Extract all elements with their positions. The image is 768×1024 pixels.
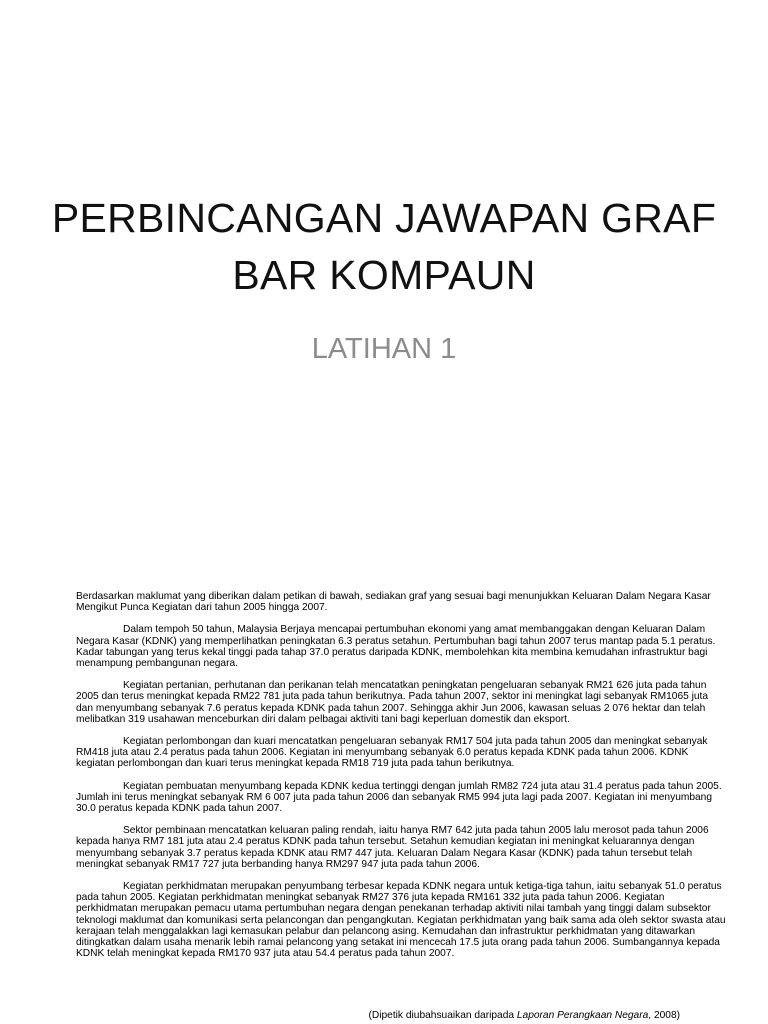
passage-paragraph: Kegiatan perlombongan dan kuari mencatatkan pengeluaran sebanyak RM17 504 juta pada tahun 2005 dan meningkat sebanyak RM418 juta atau 2.4 peratus pada tahun 2006. Kegiatan ini menyumbang sebanyak 6.0 peratus kepada KDNK pada tahun 2006. KDNK kegiatan perlombongan dan kuari terus meningkat kepada RM18 719 juta pada tahun berikutnya. [76, 736, 708, 770]
source-title: Laporan Perangkaan Negara [516, 1010, 649, 1021]
slide-title [40, 190, 728, 304]
passage-paragraph: Sektor pembinaan mencatatkan keluaran paling rendah, iaitu hanya RM7 642 juta pada tahun 2005 lalu merosot pada tahun 2006 kepada hanya RM7 181 juta atau 2.4 peratus KDNK pada tahun tersebut. Setahun kemudian kegiatan ini meningkat keluarannya dengan menyumbang sebanyak 3.7 peratus kepada KDNK atau RM7 447 juta. Keluaran Dalam Negara Kasar (KDNK) pada tahun tersebut telah meningkat sebanyak RM17 727 juta berbanding hanya RM297 947 juta pada tahun 2006. [76, 825, 709, 870]
passage-paragraph: Kegiatan perkhidmatan merupakan penyumbang terbesar kepada KDNK negara untuk ketiga-tiga tahun, iaitu sebanyak 51.0 peratus pada tahun 2005. Kegiatan perkhidmatan meningkat sebanyak RM27 376 juta kepada RM161 332 juta pada tahun 2006. Kegiatan perkhidmatan merupakan pemacu utama pertumbuhan negara dengan penekanan terhadap aktiviti nilai tambah yang tinggi dalam subsektor teknologi maklumat dan komunikasi serta pelancongan dan pengangkutan. Kegiatan perkhidmatan yang baik sama ada oleh sektor swasta atau kerajaan telah menggalakkan lagi kemasukan pelabur dan pelancong asing. Kemudahan dan infrastruktur perkhidmatan yang ditawarkan ditingkatkan dalam usaha menarik lebih ramai pelancong yang setakat ini mencecah 17.5 juta orang pada tahun 2006. Sumbangannya kepada KDNK telah meningkat kepada RM170 937 juta atau 54.4 peratus pada tahun 2007. [76, 881, 726, 960]
passage-paragraph: Kegiatan pembuatan menyumbang kepada KDNK kedua tertinggi dengan jumlah RM82 724 juta atau 31.4 peratus pada tahun 2005. Jumlah ini terus meningkat sebanyak RM 6 007 juta pada tahun 2006 dan sebanyak RM5 994 juta lagi pada 2007. Kegiatan ini menyumbang 30.0 peratus kepada KDNK pada tahun 2007. [76, 780, 722, 815]
slide-title-line-2: BAR KOMPAUN [232, 252, 536, 298]
slide-title-line-1: PERBINCANGAN JAWAPAN GRAF [51, 195, 717, 241]
source-suffix: , 2008) [648, 1010, 680, 1021]
source-citation [368, 1010, 680, 1022]
passage-paragraph: Dalam tempoh 50 tahun, Malaysia Berjaya mencapai pertumbuhan ekonomi yang amat membanggakan dengan Keluaran Dalam Negara Kasar (KDNK) yang memperlihatkan peningkatan 6.3 peratus setahun. Pertumbuhan bagi tahun 2007 terus mantap pada 5.1 peratus. Kadar tabungan yang terus kekal tinggi pada tahap 37.0 peratus daripada KDNK, membolehkan kita membina kemudahan infrastruktur bagi menampung pembangunan negara. [76, 624, 716, 670]
passage-paragraph: Kegiatan pertanian, perhutanan dan perikanan telah mencatatkan peningkatan pengeluaran sebanyak RM21 626 juta pada tahun 2005 dan terus meningkat kepada RM22 781 juta pada tahun berikutnya. Pada tahun 2007, sektor ini meningkat lagi sebanyak RM1065 juta dan menyumbang sebanyak 7.6 peratus kepada KDNK pada tahun 2007. Sehingga akhir Jun 2006, kawasan seluas 2 076 hektar dan telah melibatkan 319 usahawan menceburkan diri dalam pelbagai aktiviti tani bagi keperluan domestik dan eksport. [76, 680, 709, 725]
source-prefix: (Dipetik diubahsuaikan daripada [368, 1010, 517, 1021]
passage-text [76, 591, 726, 970]
slide-subtitle: LATIHAN 1 [311, 333, 457, 365]
instruction-paragraph: Berdasarkan maklumat yang diberikan dalam petikan di bawah, sediakan graf yang sesuai bagi menunjukkan Keluaran Dalam Negara Kasar Mengikut Punca Kegiatan dari tahun 2005 hingga 2007. [76, 591, 711, 614]
